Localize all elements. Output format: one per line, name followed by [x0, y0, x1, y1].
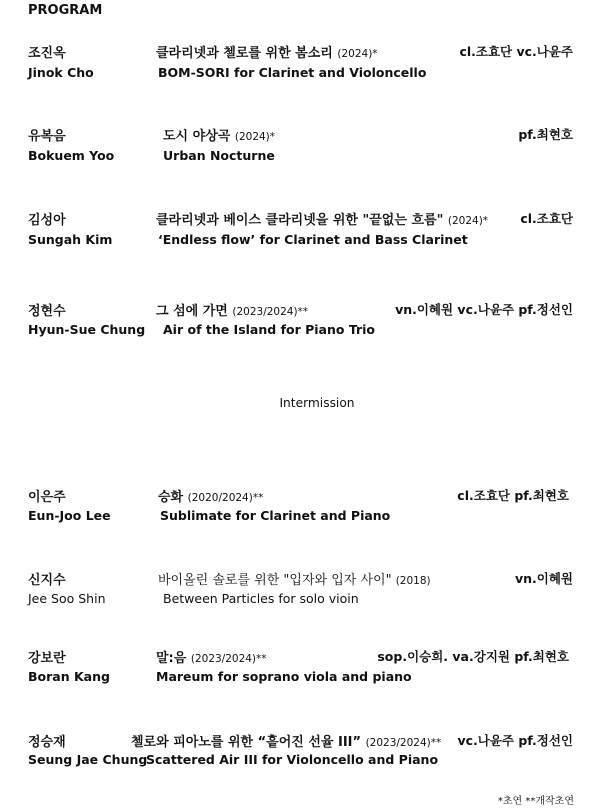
composer-korean-name: 신지수	[28, 573, 66, 588]
composer-korean-name: 조진옥	[28, 46, 66, 61]
piece-korean-title: 클라리넷과 첼로를 위한 봄소리 (2024)*	[156, 46, 378, 61]
performers: vn.이혜원 vc.나윤주 pf.정선인	[395, 302, 573, 317]
composer-english-name: Eun-Joo Lee	[28, 508, 111, 523]
composer-english-name: Bokuem Yoo	[28, 148, 115, 163]
piece-year: (2024)*	[447, 215, 489, 227]
piece-year: (2023/2024)**	[190, 653, 267, 665]
piece-year: (2023/2024)**	[232, 306, 309, 318]
performers: vc.나윤주 pf.정선인	[457, 733, 573, 748]
piece-korean-title: 바이올린 솔로를 위한 "입자와 입자 사이" (2018)	[158, 573, 431, 588]
piece-english-title: Air of the Island for Piano Trio	[163, 322, 376, 337]
program-heading: PROGRAM	[28, 3, 103, 18]
piece-year: (2024)*	[337, 48, 378, 60]
performers: sop.이승희. va.강지원 pf.최현호	[377, 649, 569, 664]
piece-year: (2024)*	[234, 131, 276, 143]
piece-korean-title: 클라리넷과 베이스 클라리넷을 위한 "끝없는 흐름" (2024)*	[156, 213, 489, 228]
composer-korean-name: 정승재	[28, 735, 66, 750]
piece-korean-title: 도시 야상곡 (2024)*	[163, 129, 276, 144]
piece-korean-title: 첼로와 피아노를 위한 “흩어진 선율 III” (2023/2024)**	[131, 735, 442, 750]
composer-english-name: Seung Jae Chung	[28, 752, 148, 767]
composer-korean-name: 강보란	[28, 651, 66, 666]
composer-korean-name: 정현수	[28, 304, 66, 319]
piece-english-title: Between Particles for solo vioin	[163, 591, 359, 606]
composer-korean-name: 유복음	[28, 129, 66, 144]
performers: cl.조효단	[520, 211, 573, 226]
composer-english-name: Jee Soo Shin	[28, 591, 106, 606]
piece-english-title: Mareum for soprano viola and piano	[156, 669, 412, 684]
composer-english-name: Hyun-Sue Chung	[28, 322, 146, 337]
composer-english-name: Sungah Kim	[28, 232, 113, 247]
piece-korean-title: 말:음 (2023/2024)**	[156, 651, 267, 666]
performers: vn.이혜원	[514, 571, 573, 586]
composer-korean-name: 김성아	[28, 213, 66, 228]
piece-year: (2018)	[395, 575, 431, 587]
intermission-label: Intermission	[279, 396, 355, 410]
piece-english-title: Urban Nocturne	[163, 148, 275, 163]
performers: cl.조효단 pf.최현호	[457, 488, 569, 503]
piece-korean-title: 그 섬에 가면 (2023/2024)**	[156, 304, 309, 319]
composer-english-name: Boran Kang	[28, 669, 110, 684]
piece-english-title: ‘Endless flow’ for Clarinet and Bass Clarinet	[158, 232, 468, 247]
piece-korean-title: 승화 (2020/2024)**	[158, 490, 264, 505]
performers: pf.최현호	[518, 127, 573, 142]
piece-year: (2020/2024)**	[187, 492, 264, 504]
piece-english-title: Sublimate for Clarinet and Piano	[160, 508, 391, 523]
piece-english-title: Scattered Air III for Violoncello and Piano	[146, 752, 439, 767]
piece-year: (2023/2024)**	[365, 737, 442, 749]
piece-english-title: BOM-SORI for Clarinet and Violoncello	[158, 65, 427, 80]
composer-english-name: Jinok Cho	[28, 65, 94, 80]
premiere-footnote: *초연 **개작초연	[497, 796, 574, 807]
performers: cl.조효단 vc.나윤주	[459, 44, 573, 59]
composer-korean-name: 이은주	[28, 490, 66, 505]
